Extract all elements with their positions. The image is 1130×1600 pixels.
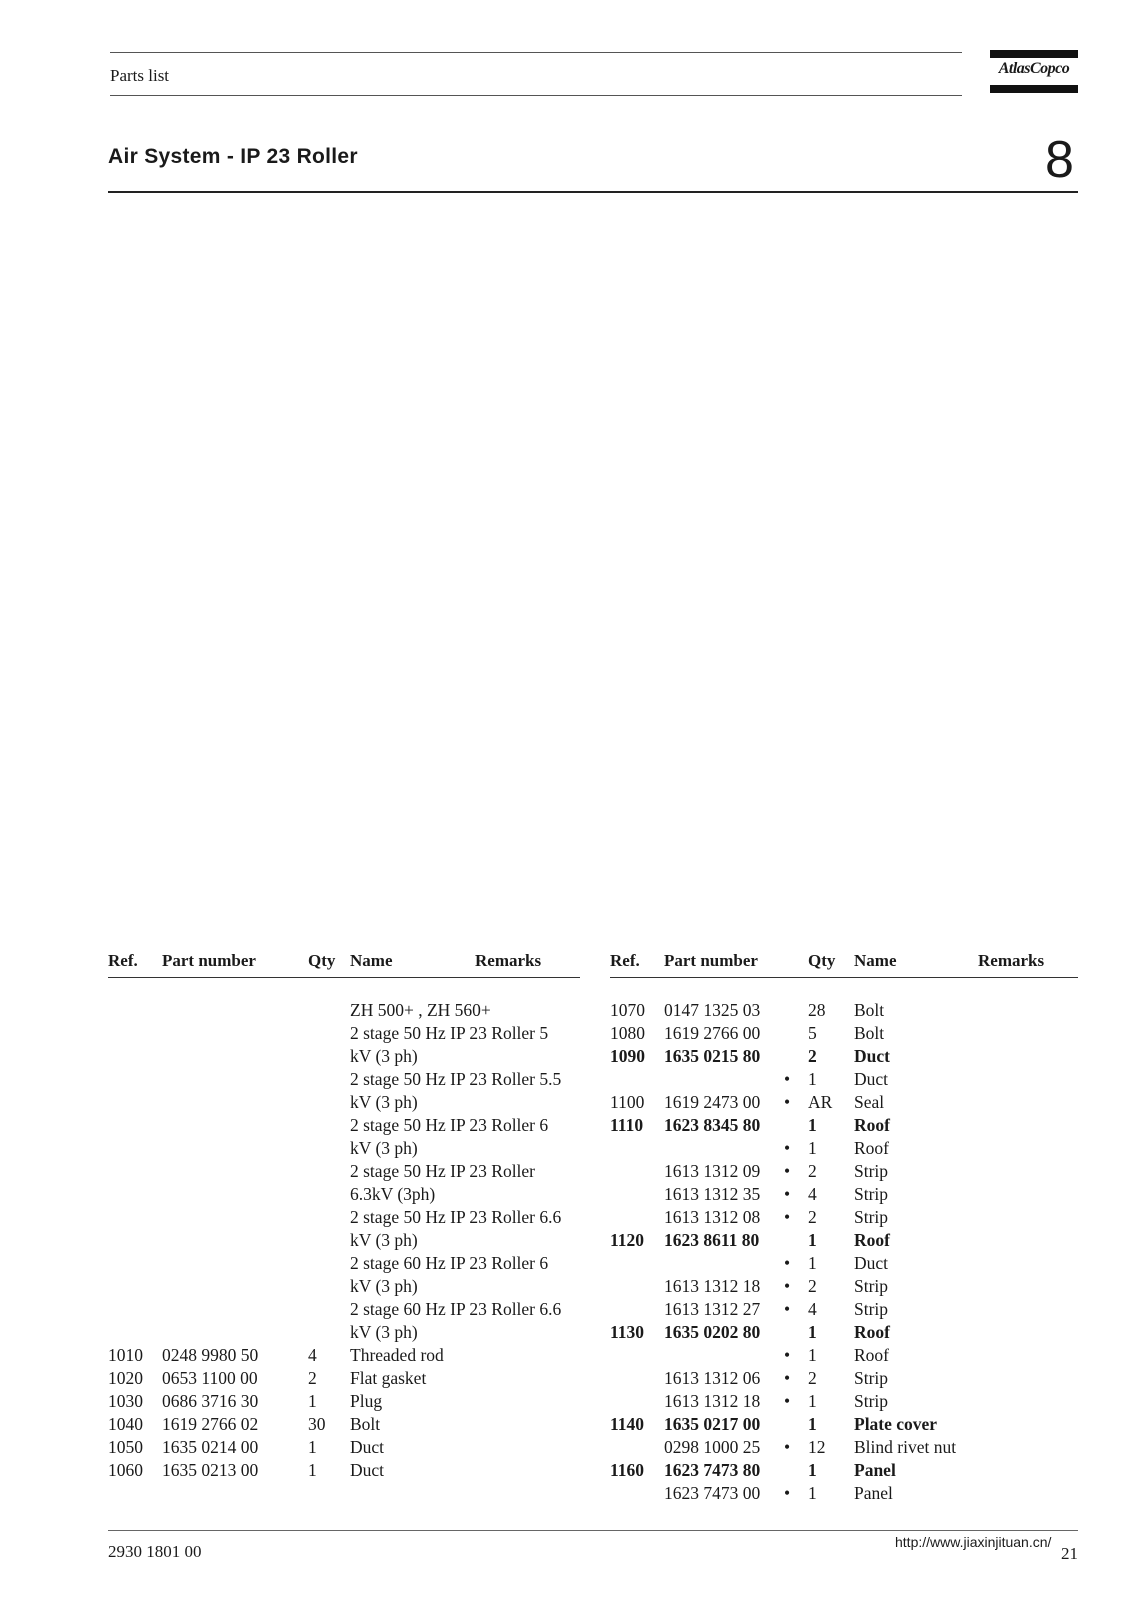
page-title: Air System - IP 23 Roller [108, 145, 358, 168]
cell-qty: 1 [808, 1115, 817, 1135]
cell-name: kV (3 ph) [350, 1092, 418, 1112]
cell-qty: 1 [808, 1230, 817, 1250]
cell-ref: 1020 [108, 1368, 143, 1388]
cell-name: Plug [350, 1391, 383, 1411]
cell-name: Flat gasket [350, 1368, 427, 1388]
cell-part: 1623 8611 80 [664, 1230, 760, 1250]
cell-dot: • [784, 1184, 791, 1204]
cell-part: 1613 1312 06 [664, 1368, 761, 1388]
cell-ref: 1060 [108, 1460, 143, 1480]
cell-name: Blind rivet nut [854, 1437, 957, 1457]
cell-name: Bolt [854, 1000, 885, 1020]
cell-qty: 1 [308, 1391, 317, 1411]
cell-name: Threaded rod [350, 1345, 444, 1365]
chapter-number: 8 [1045, 131, 1074, 189]
col-ref: Ref. [610, 951, 640, 970]
cell-name: 2 stage 60 Hz IP 23 Roller 6 [350, 1253, 549, 1273]
header-bottom-rule [110, 95, 962, 96]
footer-url: http://www.jiaxinjituan.cn/ [895, 1534, 1052, 1550]
cell-part: 1635 0215 80 [664, 1046, 761, 1066]
figure-area [108, 200, 1078, 935]
footer-rule [108, 1530, 1078, 1531]
cell-ref: 1120 [610, 1230, 645, 1250]
cell-qty: 2 [808, 1368, 817, 1388]
section-label: Parts list [110, 66, 170, 85]
cell-qty: 2 [308, 1368, 317, 1388]
col-qty: Qty [808, 951, 836, 970]
table-row [108, 1368, 580, 1391]
cell-ref: 1080 [610, 1023, 645, 1043]
right-rows [610, 1000, 1078, 1506]
table-row [610, 1276, 1078, 1299]
table-row [108, 1000, 580, 1023]
cell-name: 2 stage 50 Hz IP 23 Roller 6 [350, 1115, 549, 1135]
table-row [108, 1253, 580, 1276]
cell-ref: 1090 [610, 1046, 645, 1066]
cell-qty: 12 [808, 1437, 826, 1457]
col-remarks: Remarks [978, 951, 1045, 970]
cell-name: Strip [854, 1161, 889, 1181]
table-row [610, 1391, 1078, 1414]
logo-bar-bottom [990, 85, 1078, 93]
col-name: Name [350, 951, 393, 970]
left-rows [108, 1000, 580, 1483]
title-rule [108, 191, 1078, 193]
cell-part: 1613 1312 35 [664, 1184, 761, 1204]
cell-name: Duct [350, 1437, 385, 1457]
cell-qty: 4 [808, 1184, 817, 1204]
cell-part: 1635 0213 00 [162, 1460, 259, 1480]
cell-name: Plate cover [854, 1414, 938, 1434]
table-row [610, 1253, 1078, 1276]
cell-ref: 1050 [108, 1437, 143, 1457]
table-row [610, 1345, 1078, 1368]
cell-name: kV (3 ph) [350, 1138, 418, 1158]
table-row [610, 1299, 1078, 1322]
cell-part: 1623 7473 00 [664, 1483, 761, 1503]
table-row [108, 1069, 580, 1092]
cell-qty: 2 [808, 1276, 817, 1296]
table-row [610, 1069, 1078, 1092]
cell-part: 0298 1000 25 [664, 1437, 761, 1457]
cell-qty: AR [808, 1092, 833, 1112]
col-remarks: Remarks [475, 951, 542, 970]
table-row [610, 1000, 1078, 1023]
table-row [610, 1322, 1078, 1345]
cell-ref: 1100 [610, 1092, 645, 1112]
cell-part: 1613 1312 08 [664, 1207, 761, 1227]
table-row [108, 1207, 580, 1230]
cell-ref: 1130 [610, 1322, 645, 1342]
table-row [108, 1460, 580, 1483]
cell-part: 0248 9980 50 [162, 1345, 259, 1365]
cell-dot: • [784, 1207, 791, 1227]
logo-bar-top [990, 50, 1078, 58]
cell-name: Duct [854, 1046, 890, 1066]
table-row [108, 1161, 580, 1184]
cell-name: Roof [854, 1138, 889, 1158]
table-row [610, 1414, 1078, 1437]
cell-ref: 1160 [610, 1460, 645, 1480]
cell-qty: 1 [808, 1322, 817, 1342]
cell-name: kV (3 ph) [350, 1276, 418, 1296]
cell-qty: 30 [308, 1414, 326, 1434]
cell-part: 1613 1312 09 [664, 1161, 761, 1181]
cell-part: 1635 0202 80 [664, 1322, 761, 1342]
cell-part: 1613 1312 18 [664, 1276, 761, 1296]
cell-part: 1619 2766 00 [664, 1023, 761, 1043]
cell-name: Strip [854, 1368, 889, 1388]
parts-table-left [108, 951, 580, 1483]
cell-part: 0653 1100 00 [162, 1368, 258, 1388]
table-row [108, 1184, 580, 1207]
cell-name: Panel [854, 1460, 896, 1480]
table-row [610, 1138, 1078, 1161]
col-qty: Qty [308, 951, 336, 970]
cell-name: Strip [854, 1391, 889, 1411]
cell-qty: 1 [808, 1253, 817, 1273]
cell-name: Roof [854, 1322, 890, 1342]
cell-name: 2 stage 50 Hz IP 23 Roller 5 [350, 1023, 549, 1043]
cell-qty: 4 [308, 1345, 317, 1365]
cell-name: Bolt [854, 1023, 885, 1043]
cell-dot: • [784, 1161, 791, 1181]
cell-part: 0686 3716 30 [162, 1391, 259, 1411]
cell-ref: 1070 [610, 1000, 645, 1020]
cell-dot: • [784, 1299, 791, 1319]
cell-qty: 1 [308, 1460, 317, 1480]
table-row [108, 1414, 580, 1437]
cell-name: Strip [854, 1207, 889, 1227]
cell-qty: 1 [808, 1391, 817, 1411]
table-row [610, 1460, 1078, 1483]
cell-name: 6.3kV (3ph) [350, 1184, 436, 1204]
table-row [108, 1023, 580, 1046]
cell-dot: • [784, 1437, 791, 1457]
cell-part: 1623 7473 80 [664, 1460, 761, 1480]
cell-part: 1635 0217 00 [664, 1414, 761, 1434]
table-row [108, 1391, 580, 1414]
col-name: Name [854, 951, 897, 970]
cell-dot: • [784, 1483, 791, 1503]
table-header [108, 951, 580, 978]
table-row [108, 1046, 580, 1069]
logo-wordmark: AtlasCopco [998, 60, 1070, 77]
table-row [610, 1207, 1078, 1230]
table-row [610, 1483, 1078, 1506]
cell-name: kV (3 ph) [350, 1322, 418, 1342]
cell-qty: 1 [808, 1069, 817, 1089]
cell-name: ZH 500+ , ZH 560+ [350, 1000, 491, 1020]
atlas-copco-logo [990, 50, 1078, 94]
cell-name: 2 stage 50 Hz IP 23 Roller 6.6 [350, 1207, 562, 1227]
cell-qty: 1 [808, 1345, 817, 1365]
cell-name: 2 stage 60 Hz IP 23 Roller 6.6 [350, 1299, 562, 1319]
cell-qty: 1 [308, 1437, 317, 1457]
cell-name: kV (3 ph) [350, 1230, 418, 1250]
cell-ref: 1030 [108, 1391, 143, 1411]
cell-dot: • [784, 1391, 791, 1411]
table-row [108, 1092, 580, 1115]
cell-qty: 1 [808, 1460, 817, 1480]
col-part-number: Part number [162, 951, 256, 970]
cell-dot: • [784, 1069, 791, 1089]
cell-dot: • [784, 1345, 791, 1365]
table-row [610, 1184, 1078, 1207]
table-row [610, 1115, 1078, 1138]
cell-qty: 1 [808, 1414, 817, 1434]
cell-qty: 28 [808, 1000, 826, 1020]
cell-part: 1619 2766 02 [162, 1414, 259, 1434]
cell-qty: 2 [808, 1207, 817, 1227]
cell-name: Duct [854, 1253, 889, 1273]
cell-name: Strip [854, 1276, 889, 1296]
cell-dot: • [784, 1253, 791, 1273]
table-row [610, 1437, 1078, 1460]
table-row [108, 1276, 580, 1299]
cell-qty: 1 [808, 1483, 817, 1503]
col-ref: Ref. [108, 951, 138, 970]
cell-dot: • [784, 1138, 791, 1158]
table-row [108, 1322, 580, 1345]
cell-qty: 2 [808, 1046, 817, 1066]
cell-name: Strip [854, 1184, 889, 1204]
cell-part: 1613 1312 27 [664, 1299, 761, 1319]
cell-part: 0147 1325 03 [664, 1000, 761, 1020]
table-row [610, 1092, 1078, 1115]
cell-ref: 1040 [108, 1414, 143, 1434]
table-row [108, 1299, 580, 1322]
cell-name: Roof [854, 1115, 890, 1135]
cell-name: Panel [854, 1483, 893, 1503]
header-top-rule [110, 52, 962, 53]
cell-name: Strip [854, 1299, 889, 1319]
table-row [108, 1437, 580, 1460]
table-row [108, 1115, 580, 1138]
table-row [610, 1230, 1078, 1253]
cell-qty: 2 [808, 1161, 817, 1181]
parts-table-right [610, 951, 1078, 1506]
table-row [610, 1023, 1078, 1046]
cell-part: 1613 1312 18 [664, 1391, 761, 1411]
cell-ref: 1110 [610, 1115, 644, 1135]
table-row [108, 1345, 580, 1368]
cell-name: Bolt [350, 1414, 381, 1434]
cell-dot: • [784, 1092, 791, 1112]
document-number: 2930 1801 00 [108, 1542, 202, 1561]
cell-name: 2 stage 50 Hz IP 23 Roller [350, 1161, 536, 1181]
cell-name: Duct [854, 1069, 889, 1089]
page-number: 21 [1061, 1544, 1078, 1563]
cell-qty: 4 [808, 1299, 817, 1319]
cell-name: Duct [350, 1460, 385, 1480]
table-row [610, 1368, 1078, 1391]
table-header [610, 951, 1078, 978]
table-row [108, 1138, 580, 1161]
cell-name: Roof [854, 1230, 890, 1250]
cell-qty: 1 [808, 1138, 817, 1158]
table-row [610, 1161, 1078, 1184]
cell-ref: 1010 [108, 1345, 143, 1365]
cell-qty: 5 [808, 1023, 817, 1043]
col-part-number: Part number [664, 951, 758, 970]
cell-dot: • [784, 1276, 791, 1296]
cell-part: 1623 8345 80 [664, 1115, 761, 1135]
cell-part: 1619 2473 00 [664, 1092, 761, 1112]
cell-name: 2 stage 50 Hz IP 23 Roller 5.5 [350, 1069, 562, 1089]
cell-part: 1635 0214 00 [162, 1437, 259, 1457]
cell-name: Roof [854, 1345, 889, 1365]
table-row [610, 1046, 1078, 1069]
cell-name: Seal [854, 1092, 885, 1112]
cell-ref: 1140 [610, 1414, 645, 1434]
table-row [108, 1230, 580, 1253]
cell-name: kV (3 ph) [350, 1046, 418, 1066]
cell-dot: • [784, 1368, 791, 1388]
